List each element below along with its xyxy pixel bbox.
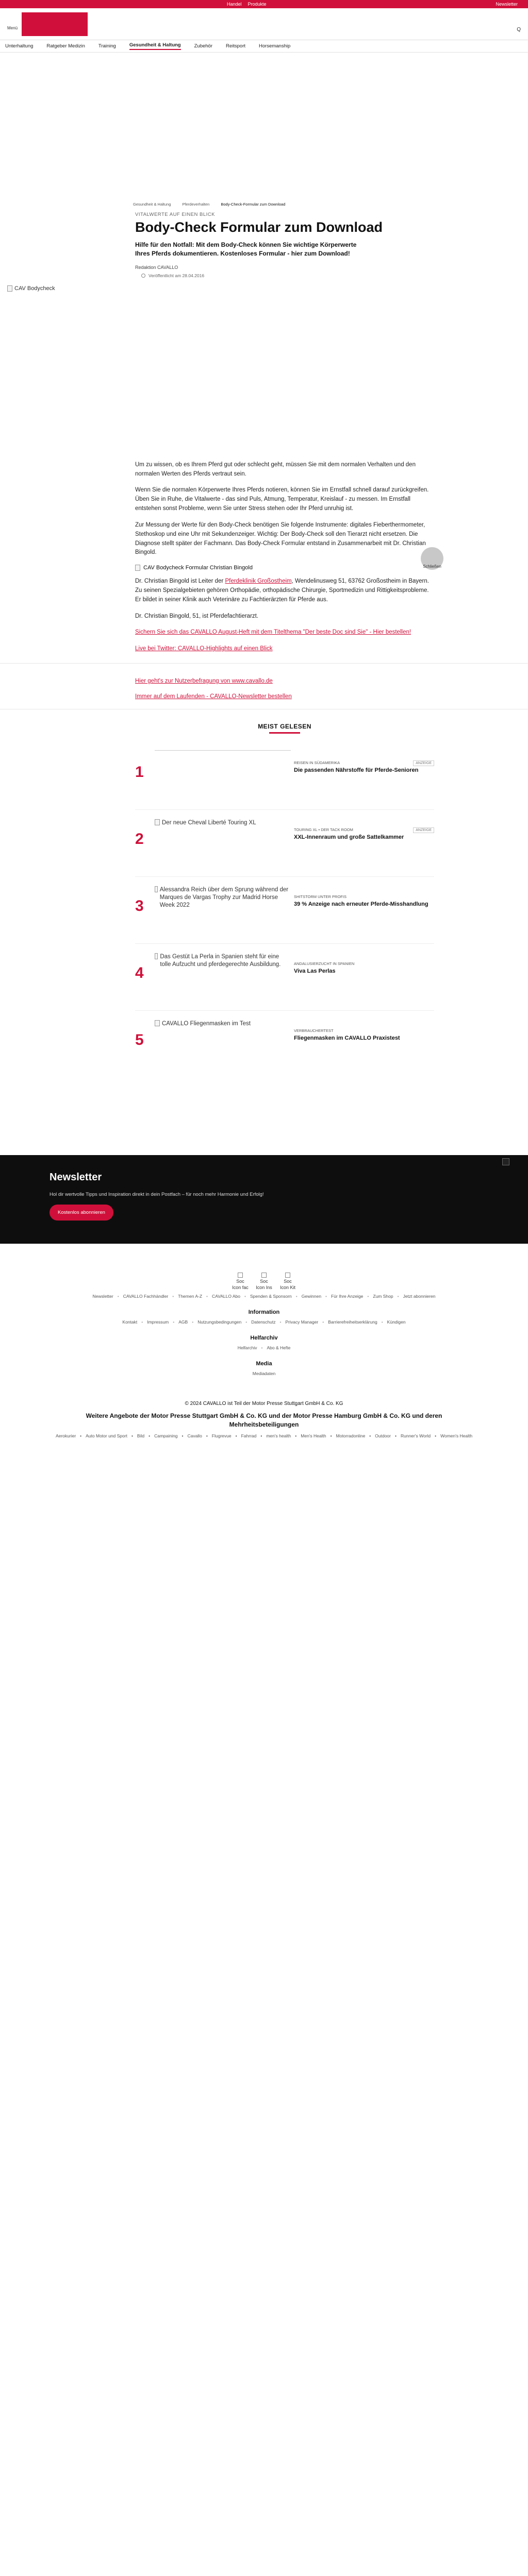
ad-badge: ANZEIGE bbox=[413, 827, 434, 833]
most-read-item[interactable] bbox=[135, 1011, 434, 1078]
footer-link[interactable]: Spenden & Sponsorn bbox=[250, 1294, 292, 1299]
copyright: © 2024 CAVALLO ist Teil der Motor Presse Stuttgart GmbH & Co. KG bbox=[185, 1401, 343, 1407]
most-read-text bbox=[291, 951, 434, 975]
publisher-link[interactable]: Cavallo bbox=[187, 1433, 202, 1438]
item-kicker: TOURING XL • DER TACK ROOM bbox=[294, 827, 353, 833]
p4-pre: Dr. Christian Bingold ist Leiter der bbox=[135, 578, 225, 585]
breadcrumb-item[interactable]: Gesundheit & Haltung bbox=[133, 202, 171, 207]
broken-image-icon bbox=[261, 1273, 267, 1278]
footer-link[interactable]: Gewinnen bbox=[301, 1294, 322, 1299]
nav-item-gesundheit[interactable]: Gesundheit & Haltung bbox=[129, 42, 181, 50]
publisher-link[interactable]: Bild bbox=[137, 1433, 145, 1438]
most-read-heading: MEIST GELESEN bbox=[258, 723, 311, 731]
footer-media-links bbox=[0, 1371, 528, 1376]
rank-number: 5 bbox=[135, 1031, 144, 1049]
hero-image-area bbox=[0, 285, 528, 461]
footer-link[interactable]: Für Ihre Anzeige bbox=[331, 1294, 364, 1299]
rank-number: 2 bbox=[135, 831, 144, 848]
ad-space bbox=[0, 53, 528, 202]
most-read-item[interactable] bbox=[135, 944, 434, 1011]
footer-link[interactable]: AGB bbox=[178, 1319, 188, 1325]
breadcrumb bbox=[128, 202, 434, 207]
newsletter-title: Newsletter bbox=[50, 1172, 102, 1183]
article-thumbnail[interactable] bbox=[155, 750, 291, 791]
top-link-newsletter[interactable]: Newsletter bbox=[496, 2, 518, 7]
clock-icon bbox=[141, 274, 145, 278]
divider bbox=[0, 663, 528, 664]
footer-link[interactable]: Barrierefreiheitserklärung bbox=[328, 1319, 377, 1325]
article-kicker: VITALWERTE AUF EINEN BLICK bbox=[135, 212, 216, 217]
broken-image-icon bbox=[135, 565, 140, 571]
article-body bbox=[135, 461, 441, 654]
paragraph: Wenn Sie die normalen Körperwerte Ihres Pferds notieren, können Sie im Ernstfall schnell darauf zurückgreifen. Üben Sie in Ruhe, die Vitalwerte - das sind Puls, Atmung, Temperatur, Kreislauf - zu messen. Im Ernstfall entstehen sonst Probleme, wenn Sie unter Stress stehen oder Ihr Pferd unruhig ist. bbox=[135, 487, 429, 512]
page-bottom-space bbox=[0, 1438, 528, 2576]
survey-link[interactable]: Hier geht's zur Nutzerbefragung von www.cavallo.de bbox=[135, 678, 273, 685]
footer-link[interactable]: Zum Shop bbox=[373, 1294, 393, 1299]
footer-link[interactable]: Kontakt bbox=[122, 1319, 138, 1325]
item-title[interactable]: Die passenden Nährstoffe für Pferde-Senioren bbox=[294, 767, 419, 774]
footer-link[interactable]: Newsletter bbox=[92, 1294, 113, 1299]
footer-link[interactable]: Jetzt abonnieren bbox=[403, 1294, 436, 1299]
item-kicker: ANDALUSIERZUCHT IN SPANIEN bbox=[294, 961, 355, 967]
paragraph: Um zu wissen, ob es Ihrem Pferd gut oder schlecht geht, müssen Sie mit dem normalen Verhalten und den normalen Werten des Pferds vertraut sein. bbox=[135, 461, 416, 477]
item-title[interactable]: Viva Las Perlas bbox=[294, 968, 336, 975]
thumbnail-alt: CAVALLO Fliegenmasken im Test bbox=[162, 1021, 251, 1027]
footer-link[interactable]: Mediadaten bbox=[252, 1371, 276, 1377]
newsletter-box bbox=[0, 1155, 528, 1244]
top-bar-links bbox=[227, 2, 267, 7]
article-thumbnail[interactable] bbox=[155, 884, 291, 925]
nav-item-horsemanship[interactable]: Horsemanship bbox=[259, 43, 291, 49]
footer-link[interactable]: Abo & Hefte bbox=[267, 1345, 291, 1351]
publisher-link[interactable]: Fahrrad bbox=[241, 1433, 257, 1438]
article-date bbox=[141, 273, 434, 278]
publisher-link[interactable]: Outdoor bbox=[375, 1433, 391, 1438]
breadcrumb-item[interactable]: Pferdeverhalten bbox=[182, 202, 210, 207]
close-sticky-label: Schließen bbox=[423, 564, 441, 569]
article-author[interactable]: Redaktion CAVALLO bbox=[135, 264, 178, 270]
facebook-icon[interactable] bbox=[232, 1273, 249, 1291]
footer-heading-help: Helfarchiv bbox=[250, 1335, 278, 1342]
inline-image-alt: CAV Bodycheck Formular Christian Bingold bbox=[143, 565, 253, 571]
p4-post: , Wendelinusweg 51, 63762 Großostheim in Bayern. Zu seinen Spezialgebieten gehören Orthopädie, orthopädische Chirurgie, Sportmedizin und Rittigkeitsprobleme. Er bildet in seiner Klinik auch Veterinäre zu Fachtierärzten für Pferde aus. bbox=[135, 578, 429, 603]
nav-item-zubehoer[interactable]: Zubehör bbox=[194, 43, 212, 49]
rank-number: 3 bbox=[135, 897, 144, 915]
footer-link[interactable]: Themen A-Z bbox=[178, 1294, 203, 1299]
publisher-link[interactable]: Runner's World bbox=[400, 1433, 431, 1438]
rank-number: 1 bbox=[135, 764, 144, 781]
social-label: Soc Icon Kit bbox=[279, 1279, 295, 1290]
instagram-icon[interactable] bbox=[256, 1273, 272, 1291]
paragraph bbox=[135, 577, 434, 604]
footer-link[interactable]: CAVALLO Abo bbox=[212, 1294, 240, 1299]
most-read-item[interactable] bbox=[135, 743, 434, 810]
top-link-produkte[interactable]: Produkte bbox=[248, 2, 267, 7]
article-thumbnail[interactable] bbox=[155, 951, 291, 992]
nav-item-reitsport[interactable]: Reitsport bbox=[226, 43, 246, 49]
broken-image-icon bbox=[7, 285, 12, 292]
most-read-item[interactable] bbox=[135, 877, 434, 944]
nav-item-ratgeber[interactable]: Ratgeber Medizin bbox=[46, 43, 85, 49]
broken-image-icon bbox=[285, 1273, 290, 1278]
footer-row-main: Newsletter • CAVALLO Fachhändler • Themen A-Z • CAVALLO Abo • Spenden & Sponsorn • Gewinnen • Für Ihre Anzeige • Zum Shop • Jetzt abonnieren bbox=[92, 1294, 436, 1299]
nav-item-training[interactable]: Training bbox=[98, 43, 116, 49]
most-read-text bbox=[291, 750, 434, 774]
footer-link[interactable]: Datenschutz bbox=[251, 1319, 276, 1325]
thumbnail-alt: Der neue Cheval Liberté Touring XL bbox=[162, 820, 256, 826]
item-title[interactable]: Fliegenmasken im CAVALLO Praxistest bbox=[294, 1035, 400, 1042]
item-kicker: REISEN IN SÜDAMERIKA bbox=[294, 760, 340, 766]
twitter-link[interactable]: Live bei Twitter: CAVALLO-Highlights auf einen Blick bbox=[135, 646, 273, 652]
article-header bbox=[135, 202, 434, 278]
site-logo[interactable] bbox=[22, 12, 88, 36]
broken-image-icon bbox=[155, 886, 158, 892]
hero-image-alt: CAV Bodycheck bbox=[14, 285, 55, 292]
most-read bbox=[135, 723, 434, 1078]
close-sticky-button[interactable] bbox=[421, 547, 443, 570]
breadcrumb-current: Body-Check-Formular zum Download bbox=[221, 202, 286, 207]
publisher-link[interactable]: Flugrevue bbox=[211, 1433, 232, 1438]
item-kicker: SHITSTORM UNTER PROFIS bbox=[294, 894, 346, 900]
inline-image-wrap bbox=[135, 564, 441, 571]
thumbnail-alt: Das Gestüt La Perla in Spanien steht für eine tolle Aufzucht und pferdegerechte Ausbildung. bbox=[160, 954, 281, 968]
footer-heading-information: Information bbox=[248, 1309, 280, 1316]
publisher-link[interactable]: Aerokurier bbox=[55, 1433, 76, 1438]
paragraph: Zur Messung der Werte für den Body-Check benötigen Sie folgende Instrumente: digitales Fieberthermometer, Stethoskop und eine Uhr mit Sekundenzeiger. Wichtig: Der Body-Check soll den Tierarzt nicht ersetzen. Die Diagnose stellt später der Fachmann. Das Body-Check Formular entstand in Zusammenarbeit mit Dr. Christian Bingold. bbox=[135, 521, 426, 556]
publisher-link[interactable]: Campaining bbox=[154, 1433, 178, 1438]
main-nav bbox=[0, 40, 528, 53]
most-read-text bbox=[291, 1018, 434, 1042]
footer-link[interactable]: Kündigen bbox=[387, 1319, 406, 1325]
nav-item-unterhaltung[interactable]: Unterhaltung bbox=[5, 43, 34, 49]
footer-link[interactable]: Helfarchiv bbox=[237, 1345, 257, 1351]
social-links bbox=[0, 1273, 528, 1291]
broken-image-icon bbox=[155, 819, 160, 825]
most-read-text bbox=[291, 817, 434, 841]
section-links bbox=[135, 678, 434, 700]
social-label: Soc Icon fac bbox=[232, 1279, 249, 1290]
article-thumbnail[interactable] bbox=[155, 1018, 291, 1059]
article-date-text: Veröffentlicht am 28.04.2016 bbox=[148, 273, 205, 278]
broken-image-icon bbox=[238, 1273, 243, 1278]
klinik-link[interactable]: Pferdeklinik Großostheim bbox=[225, 578, 292, 585]
newsletter-text: Hol dir wertvolle Tipps und Inspiration direkt in dein Postfach – für noch mehr Harmonie und Erfolg! bbox=[50, 1192, 264, 1198]
menu-button[interactable]: Menü bbox=[7, 26, 18, 30]
paragraph bbox=[135, 645, 434, 654]
newsletter-link[interactable]: Immer auf dem Laufenden - CAVALLO-Newsletter bestellen bbox=[135, 693, 292, 700]
footer-info-links: Kontakt • Impressum • AGB • Nutzungsbedingungen • Datenschutz • Privacy Manager • Barrierefreiheitserklärung • Kündigen bbox=[122, 1319, 406, 1325]
paragraph bbox=[135, 628, 434, 637]
kit-icon[interactable] bbox=[279, 1273, 296, 1291]
publisher-link[interactable]: Auto Motor und Sport bbox=[86, 1433, 127, 1438]
social-label: Soc Icon Ins bbox=[256, 1279, 272, 1290]
inline-image bbox=[135, 565, 434, 571]
item-title[interactable]: 39 % Anzeige nach erneuter Pferde-Misshandlung bbox=[294, 901, 428, 908]
broken-image-icon bbox=[155, 1020, 160, 1026]
article-thumbnail[interactable] bbox=[155, 817, 291, 858]
footer-link[interactable]: Privacy Manager bbox=[285, 1319, 319, 1325]
item-title[interactable]: XXL-Innenraum und große Sattelkammer bbox=[294, 834, 404, 841]
ad-badge: ANZEIGE bbox=[413, 760, 434, 766]
footer-link[interactable]: Nutzungsbedingungen bbox=[197, 1319, 242, 1325]
order-issue-link[interactable]: Sichern Sie sich das CAVALLO August-Heft mit dem Titelthema "Der beste Doc sind Sie" - Hier bestellen! bbox=[135, 629, 411, 636]
item-kicker: VERBRAUCHERTEST bbox=[294, 1028, 334, 1033]
article-lead: Hilfe für den Notfall: Mit dem Body-Check können Sie wichtige Körperwerte Ihres Pferds dokumentieren. Kostenloses Formular - hier zum Download! bbox=[135, 241, 357, 258]
most-read-item[interactable] bbox=[135, 810, 434, 877]
thumbnail-alt: Alessandra Reich über dem Sprung während der Marques de Vargas Trophy zur Madrid Horse Week 2022 bbox=[159, 887, 289, 908]
top-bar bbox=[0, 0, 528, 8]
paragraph: Dr. Christian Bingold, 51, ist Pferdefachtierarzt. bbox=[135, 613, 259, 619]
publisher-link[interactable]: Motorradonline bbox=[336, 1433, 366, 1438]
broken-image-icon bbox=[502, 1158, 509, 1165]
publisher-links: Aerokurier • Auto Motor und Sport • Bild • Campaining • Cavallo • Flugrevue • Fahrrad • men's health • Men's Health • Motorradonline • Outdoor • Runner's World • Women's Health bbox=[55, 1433, 473, 1438]
rank-number: 4 bbox=[135, 964, 144, 982]
broken-image-icon bbox=[155, 953, 158, 959]
search-icon[interactable]: Q bbox=[517, 27, 521, 32]
subscribe-button[interactable]: Kostenlos abonnieren bbox=[50, 1205, 113, 1221]
site-footer bbox=[0, 1294, 528, 1438]
most-read-text bbox=[291, 884, 434, 908]
publisher-heading: Weitere Angebote der Motor Presse Stuttgart GmbH & Co. KG und der Motor Presse Hamburg GmbH & Co. KG und deren Mehrheitsbeteiligungen bbox=[86, 1412, 442, 1429]
footer-link[interactable]: CAVALLO Fachhändler bbox=[123, 1294, 169, 1299]
publisher-link[interactable]: Men's Health bbox=[301, 1433, 326, 1438]
publisher-link[interactable]: men's health bbox=[266, 1433, 291, 1438]
hero-image bbox=[7, 285, 55, 292]
footer-help-links: Helfarchiv • Abo & Hefte bbox=[237, 1345, 291, 1351]
footer-link[interactable]: Impressum bbox=[147, 1319, 169, 1325]
page-title: Body-Check Formular zum Download bbox=[135, 219, 383, 235]
heading-underline bbox=[269, 732, 300, 734]
publisher-link[interactable]: Women's Health bbox=[440, 1433, 473, 1438]
site-header bbox=[0, 8, 528, 40]
footer-heading-media: Media bbox=[256, 1361, 272, 1367]
top-link-handel[interactable]: Handel bbox=[227, 2, 242, 7]
